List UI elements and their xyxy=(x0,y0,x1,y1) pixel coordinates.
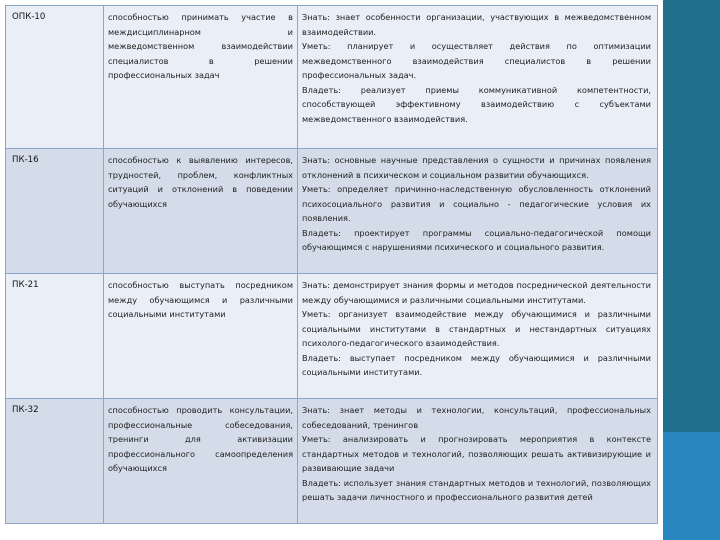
indicator-can: Уметь: организует взаимодействие между обучающимися и различными социальными институтами в стандартных и нестандартных ситуациях психолого-педагогического взаимодействия. xyxy=(302,309,651,348)
right-band-accent xyxy=(663,432,720,540)
competence-table xyxy=(5,5,658,524)
indicator-can: Уметь: планирует и осуществляет действия по оптимизации межведомственного взаимодействия специалистов в решении профессиональных задач. xyxy=(302,41,651,80)
indicator-know: Знать: демонстрирует знания формы и методов посреднической деятельности между обучающимися и различными социальными институтами. xyxy=(302,280,651,305)
competence-indicators xyxy=(298,6,657,148)
indicator-own: Владеть: проектирует программы социально-педагогической помощи обучающимся с нарушениями психического и социального развития. xyxy=(302,227,651,252)
competence-indicators xyxy=(298,399,657,523)
indicator-know: Знать: знает особенности организации, участвующих в межведомственном взаимодействии. xyxy=(302,12,651,37)
table-row xyxy=(6,274,657,399)
indicator-own: Владеть: выступает посредником между обучающимися и различными социальными институтами. xyxy=(302,352,651,377)
competence-indicators xyxy=(298,149,657,273)
competence-code: ПК-16 xyxy=(6,149,104,273)
indicator-know: Знать: знает методы и технологии, консультаций, профессиональных собеседований, тренингов xyxy=(302,405,651,430)
table-row xyxy=(6,399,657,523)
indicator-know: Знать: основные научные представления о сущности и причинах появления отклонений в психическом и социальном развитии обучающихся. xyxy=(302,155,651,180)
indicator-can: Уметь: определяет причинно-наследственную обусловленность отклонений психосоциального развития и социально - педагогические условия их появления. xyxy=(302,184,651,223)
competence-indicators xyxy=(298,274,657,398)
competence-code: ПК-32 xyxy=(6,399,104,523)
indicator-can: Уметь: анализировать и прогнозировать мероприятия в контексте стандартных методов и технологий, позволяющих решать активизирующие и развивающие задачи xyxy=(302,434,651,473)
right-decorative-band xyxy=(663,0,720,540)
table-row xyxy=(6,6,657,149)
competence-description: способностью принимать участие в междисциплинарном и межведомственном взаимодействии специалистов в решении профессиональных задач xyxy=(104,6,298,148)
competence-description: способностью к выявлению интересов, трудностей, проблем, конфликтных ситуаций и отклонений в поведении обучающихся xyxy=(104,149,298,273)
competence-description: способностью выступать посредником между обучающимся и различными социальными институтами xyxy=(104,274,298,398)
table-row xyxy=(6,149,657,274)
indicator-own: Владеть: использует знания стандартных методов и технологий, позволяющих решать задачи личностного и профессионального развития детей xyxy=(302,477,651,502)
competence-code: ПК-21 xyxy=(6,274,104,398)
competence-code: ОПК-10 xyxy=(6,6,104,148)
indicator-own: Владеть: реализует приемы коммуникативной компетентности, способствующей эффективному взаимодействию с субъектами межведомственного взаимодействия. xyxy=(302,84,651,124)
competence-description: способностью проводить консультации, профессиональные собеседования, тренинги для активизации профессионального самоопределения обучающихся xyxy=(104,399,298,523)
